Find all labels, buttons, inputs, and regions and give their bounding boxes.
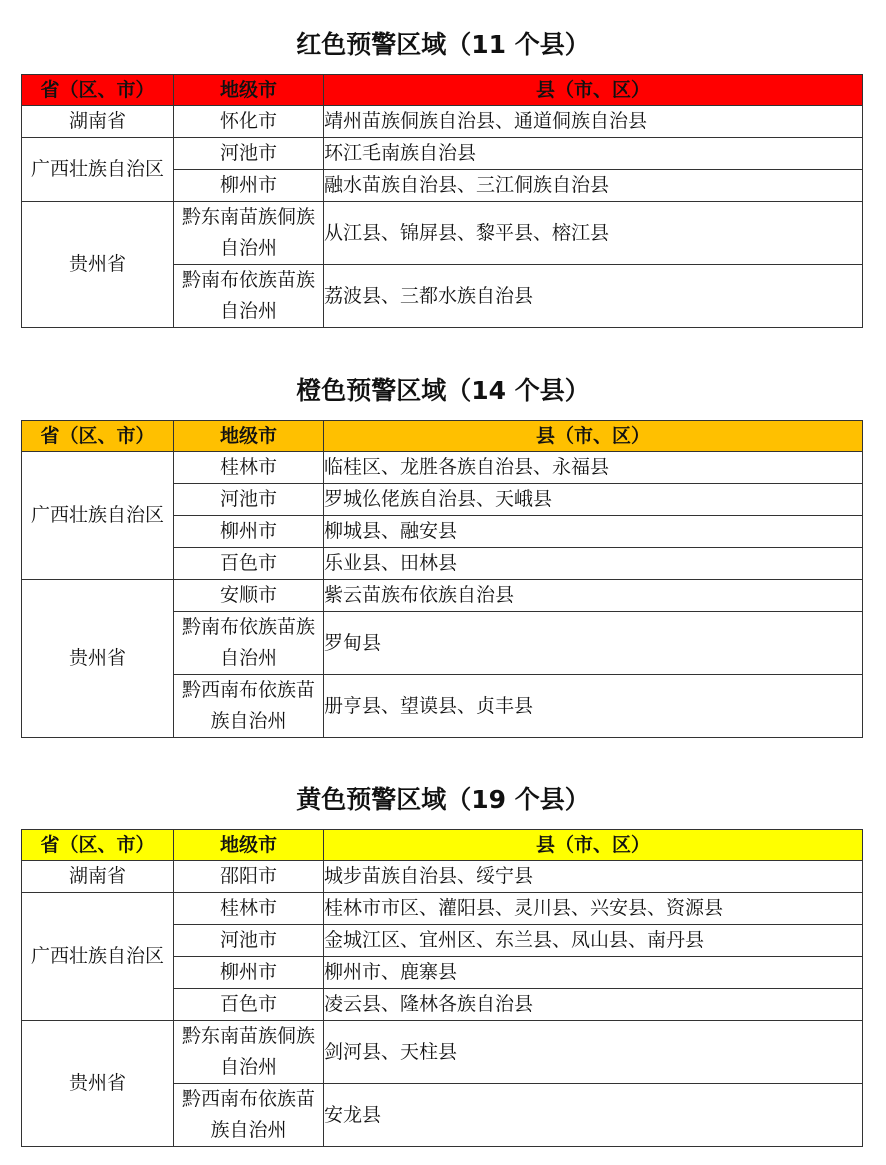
province-cell: 广西壮族自治区 bbox=[22, 893, 174, 1021]
province-cell: 湖南省 bbox=[22, 861, 174, 893]
county-cell: 柳城县、融安县 bbox=[324, 516, 863, 548]
county-cell: 罗城仫佬族自治县、天峨县 bbox=[324, 484, 863, 516]
province-cell: 贵州省 bbox=[22, 202, 174, 328]
city-cell: 柳州市 bbox=[174, 170, 324, 202]
county-cell: 从江县、锦屏县、黎平县、榕江县 bbox=[324, 202, 863, 265]
header-province: 省（区、市） bbox=[22, 75, 174, 106]
red-section-title: 红色预警区域（11 个县） bbox=[296, 30, 590, 59]
county-cell: 靖州苗族侗族自治县、通道侗族自治县 bbox=[324, 106, 863, 138]
table-row bbox=[22, 861, 863, 893]
county-cell: 罗甸县 bbox=[324, 612, 863, 675]
city-cell: 河池市 bbox=[174, 138, 324, 170]
city-cell: 柳州市 bbox=[174, 516, 324, 548]
county-cell: 册亨县、望谟县、贞丰县 bbox=[324, 675, 863, 738]
table-row bbox=[22, 893, 863, 925]
province-cell: 广西壮族自治区 bbox=[22, 452, 174, 580]
city-cell: 安顺市 bbox=[174, 580, 324, 612]
table-header-row bbox=[22, 421, 863, 452]
yellow-warning-table bbox=[21, 829, 863, 1147]
table-header-row bbox=[22, 75, 863, 106]
header-province: 省（区、市） bbox=[22, 830, 174, 861]
county-cell: 乐业县、田林县 bbox=[324, 548, 863, 580]
yellow-section-title: 黄色预警区域（19 个县） bbox=[296, 785, 590, 814]
table-row bbox=[22, 202, 863, 265]
header-city: 地级市 bbox=[174, 830, 324, 861]
city-cell: 邵阳市 bbox=[174, 861, 324, 893]
city-cell: 河池市 bbox=[174, 484, 324, 516]
city-cell: 百色市 bbox=[174, 548, 324, 580]
table-row bbox=[22, 106, 863, 138]
county-cell: 城步苗族自治县、绥宁县 bbox=[324, 861, 863, 893]
table-header-row bbox=[22, 830, 863, 861]
city-cell: 柳州市 bbox=[174, 957, 324, 989]
header-county: 县（市、区） bbox=[324, 75, 863, 106]
county-cell: 剑河县、天柱县 bbox=[324, 1021, 863, 1084]
county-cell: 金城江区、宜州区、东兰县、凤山县、南丹县 bbox=[324, 925, 863, 957]
city-cell: 黔东南苗族侗族自治州 bbox=[174, 202, 324, 265]
city-cell: 黔南布依族苗族自治州 bbox=[174, 265, 324, 328]
city-cell: 黔西南布依族苗族自治州 bbox=[174, 1084, 324, 1147]
city-cell: 桂林市 bbox=[174, 893, 324, 925]
county-cell: 柳州市、鹿寨县 bbox=[324, 957, 863, 989]
city-cell: 怀化市 bbox=[174, 106, 324, 138]
red-warning-table bbox=[21, 74, 863, 328]
county-cell: 环江毛南族自治县 bbox=[324, 138, 863, 170]
orange-section-title: 橙色预警区域（14 个县） bbox=[296, 376, 590, 405]
county-cell: 桂林市市区、灌阳县、灵川县、兴安县、资源县 bbox=[324, 893, 863, 925]
province-cell: 贵州省 bbox=[22, 580, 174, 738]
header-city: 地级市 bbox=[174, 421, 324, 452]
county-cell: 荔波县、三都水族自治县 bbox=[324, 265, 863, 328]
province-cell: 湖南省 bbox=[22, 106, 174, 138]
county-cell: 融水苗族自治县、三江侗族自治县 bbox=[324, 170, 863, 202]
province-cell: 广西壮族自治区 bbox=[22, 138, 174, 202]
city-cell: 黔西南布依族苗族自治州 bbox=[174, 675, 324, 738]
orange-warning-table bbox=[21, 420, 863, 738]
city-cell: 黔东南苗族侗族自治州 bbox=[174, 1021, 324, 1084]
province-cell: 贵州省 bbox=[22, 1021, 174, 1147]
county-cell: 安龙县 bbox=[324, 1084, 863, 1147]
city-cell: 桂林市 bbox=[174, 452, 324, 484]
header-county: 县（市、区） bbox=[324, 421, 863, 452]
header-county: 县（市、区） bbox=[324, 830, 863, 861]
table-row bbox=[22, 452, 863, 484]
county-cell: 临桂区、龙胜各族自治县、永福县 bbox=[324, 452, 863, 484]
table-row bbox=[22, 138, 863, 170]
city-cell: 百色市 bbox=[174, 989, 324, 1021]
header-city: 地级市 bbox=[174, 75, 324, 106]
city-cell: 黔南布依族苗族自治州 bbox=[174, 612, 324, 675]
county-cell: 紫云苗族布依族自治县 bbox=[324, 580, 863, 612]
table-row bbox=[22, 580, 863, 612]
city-cell: 河池市 bbox=[174, 925, 324, 957]
county-cell: 凌云县、隆林各族自治县 bbox=[324, 989, 863, 1021]
header-province: 省（区、市） bbox=[22, 421, 174, 452]
table-row bbox=[22, 1021, 863, 1084]
